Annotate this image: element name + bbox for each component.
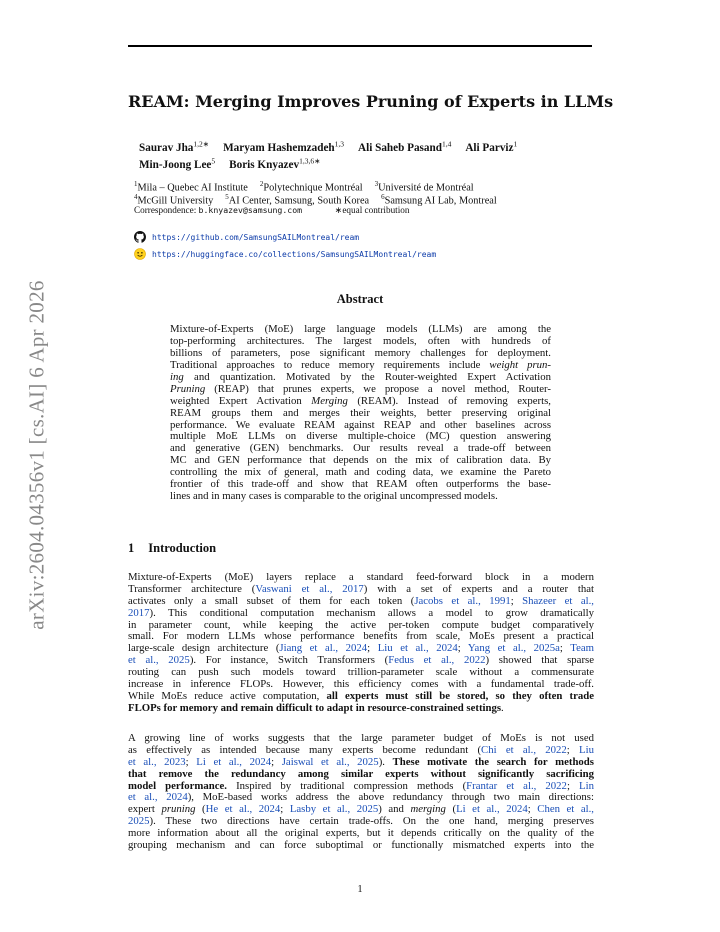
abstract-line: ing and quantization. Motivated by the Router-weighted Expert Activation [170,370,551,383]
affiliation-marker: 2 [259,180,264,188]
intro-paragraph-2 [128,733,594,852]
affiliation-name: AI Center, Samsung, South Korea [228,195,370,207]
paper-title: REAM: Merging Improves Pruning of Experts in LLMs [128,92,614,111]
abstract-line: frontier of this trade-off and show that REAM often outperforms the base- [170,478,551,491]
text-line: in parameter count, while keeping the active per-token compute budget comparatively [128,618,594,631]
abstract-line: top-performing architectures. The largest models, often with hundreds of [170,334,551,347]
abstract-line: MC and GEN performance that depends on the mix of calibration data. By [170,454,551,467]
affiliation-name: McGill University [137,195,214,207]
huggingface-url[interactable]: https://huggingface.co/collections/SamsungSAILMontreal/ream [152,249,437,259]
github-url[interactable]: https://github.com/SamsungSAILMontreal/ream [152,232,360,242]
abstract-line: lines and in many cases is comparable to the original uncompressed models. [170,490,498,503]
affiliation-name: Mila – Quebec AI Institute [137,182,248,194]
section-number: 1 [128,541,135,555]
author-name: Min-Joong Lee [139,158,212,171]
affiliation-marker: 5 [225,193,229,201]
abstract-line: Mixture-of-Experts (MoE) large language models (LLMs) are among the [170,323,551,335]
affiliation-marker: 6 [381,193,385,201]
abstract-line: Traditional approaches to reduce memory requirements include weight prun- [170,358,551,371]
abstract-line: performance. We evaluate REAM against REAP and other baselines across [170,418,551,431]
page-number: 1 [357,884,363,895]
author-name: Ali Saheb Pasand [358,141,442,154]
github-link-row[interactable] [134,230,359,244]
correspondence-email[interactable]: b.knyazev@samsung.com [198,205,303,215]
abstract-line: multiple MoE LLMs on diverse multiple-choice (MC) question answering [170,430,551,443]
section-heading-introduction [128,541,216,556]
text-line: Mixture-of-Experts (MoE) layers replace a standard feed-forward block in a modern [128,571,594,583]
text-line: routing can push such models toward trillion-parameter scale without a commensurate [128,666,594,679]
author-affiliation-marker: 1 [513,139,518,148]
abstract-line: controlling the mix of general, math and coding data, we examine the Pareto [170,466,551,479]
affiliation-name: Samsung AI Lab, Montreal [384,195,497,207]
abstract-body [170,324,551,503]
text-line: increase in inference FLOPs. However, this efficiency comes with a fundamental trade-off. [128,678,594,691]
author-affiliation-marker: 1,3 [334,139,345,148]
text-line: model performance. Inspired by traditional compression methods (Frantar et al., 2022; Lin [128,779,594,792]
author-affiliation-marker: 1,3,6∗ [299,156,321,165]
text-line: Transformer architecture (Vaswani et al., 2017) with a set of experts and a router that [128,582,594,595]
abstract-line: and generative (GEN) benchmarks. Our results reveal a trade-off between [170,442,551,455]
text-line: as effectively as intended because many experts become redundant (Chi et al., 2022; Liu [128,743,594,756]
correspondence-line [134,204,604,216]
text-line: et al., 2023; Li et al., 2024; Jaiswal et al., 2025). These motivate the search for methods [128,755,594,768]
arxiv-watermark[interactable]: arXiv:2604.04356v1 [cs.AI] 6 Apr 2026 [24,280,49,630]
text-line: grouping mechanism and can force suboptimal or functionally mismatched experts into the [128,839,594,852]
text-line: A growing line of works suggests that the large parameter budget of MoEs is not used [128,732,594,744]
section-title: Introduction [148,541,217,555]
author-affiliation-marker: 1,2∗ [193,139,210,148]
text-line: activates only a small subset of them for each token (Jacobs et al., 1991; Shazeer et al., [128,594,594,607]
abstract-line: billions of parameters, pose significant memory challenges for deployment. [170,346,551,359]
text-line: more information about all the original experts, but it depends critically on the quality of the [128,827,594,840]
text-line: that remove the redundancy among similar experts without significantly sacrificing [128,767,594,780]
text-line: 2017). This conditional computation mechanism allows a model to grow dramatically [128,606,594,619]
huggingface-icon [134,248,146,260]
author-name: Ali Parviz [465,141,514,154]
author-affiliation-marker: 5 [211,156,216,165]
abstract-heading: Abstract [336,292,384,306]
top-rule [128,45,592,47]
correspondence-label: Correspondence: [134,205,197,215]
author-affiliation-marker: 1,4 [441,139,452,148]
abstract-line: Pruning (REAP) that prunes experts, we propose a novel method, Router- [170,382,551,395]
author-name: Maryam Hashemzadeh [223,141,335,154]
text-line: large-scale design architecture (Jiang et al., 2024; Liu et al., 2024; Yang et al., 2025a; Team [128,642,595,655]
equal-contribution-note: ∗equal contribution [334,205,410,215]
affiliation-marker: 4 [134,193,138,201]
text-line: et al., 2024), MoE-based works address the above redundancy through two main directions: [128,791,594,804]
abstract-line: weighted Expert Activation Merging (REAM). Instead of removing experts, [170,394,551,407]
author-name: Saurav Jha [139,141,194,154]
text-line: small. For modern LLMs whose performance benefits from scale, MoEs present a practical [128,630,594,643]
author-list-line2 [139,156,599,171]
text-line: While MoEs reduce active computation, all experts must still be stored, so they often trade [128,689,594,702]
author-list-line1 [139,139,599,154]
affiliation-marker: 1 [134,180,138,188]
text-line: et al., 2025). For instance, Switch Transformers (Fedus et al., 2022) showed that sparse [128,654,594,667]
abstract-line: REAM groups them and merges their weights, better preserving original [170,406,551,419]
text-line: expert pruning (He et al., 2024; Lasby et al., 2025) and merging (Li et al., 2024; Chen et al., [128,803,594,816]
text-line: 2025). These two directions have certain trade-offs. On the one hand, merging preserves [128,815,594,828]
intro-paragraph-1 [128,572,594,715]
affiliation-name: Polytechnique Montréal [263,182,363,194]
affiliation-marker: 3 [374,180,379,188]
text-line: FLOPs for memory and remain difficult to adapt in resource-constrained settings. [128,701,504,714]
github-icon [134,231,146,243]
author-name: Boris Knyazev [229,158,300,171]
huggingface-link-row[interactable] [134,247,436,261]
affiliation-name: Université de Montréal [378,182,474,194]
